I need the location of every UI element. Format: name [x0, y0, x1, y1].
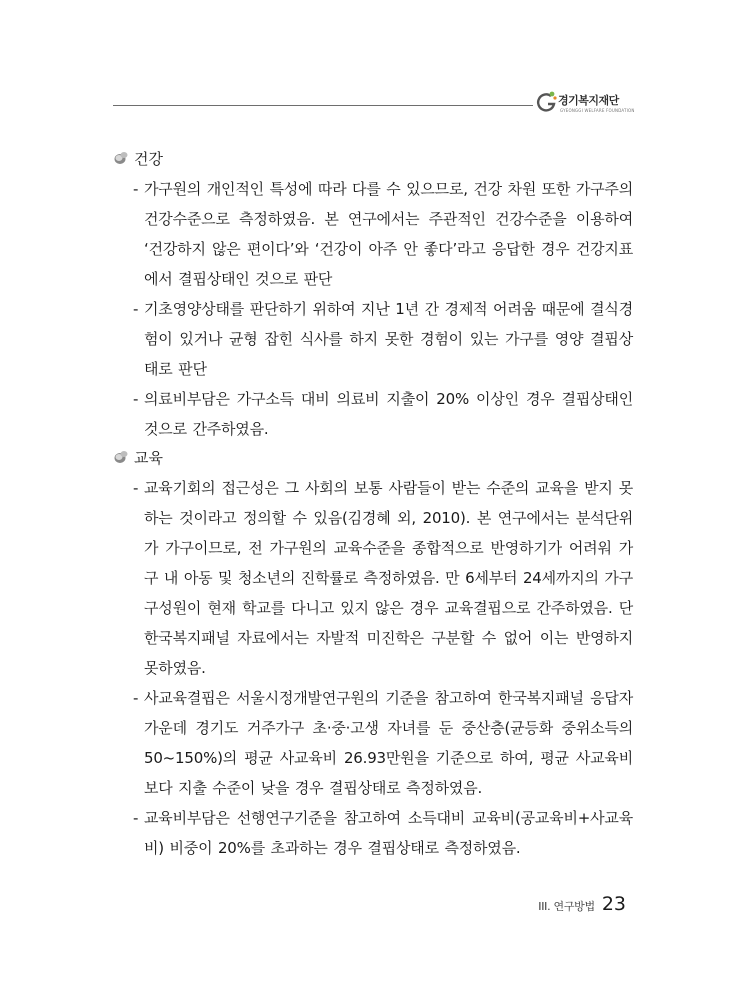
list-item: [113, 294, 633, 384]
list-dash: -: [133, 479, 139, 497]
list-item-text: 가구원의 개인적인 특성에 따라 다를 수 있으므로, 건강 차원 또한 가구주의 건강수준으로 측정하였음. 본 연구에서는 주관적인 건강수준을 이용하여 ‘건강하지 않은 편이다’와 ‘건강이 아주 안 좋다’라고 응답한 경우 건강지표에서 결핍상태인 것으로 판단: [144, 180, 633, 288]
section-health: [113, 148, 633, 444]
list-item: [113, 683, 633, 803]
section-education: [113, 447, 633, 863]
list-item: [113, 174, 633, 294]
list-dash: -: [133, 809, 139, 827]
section-title: [113, 148, 633, 168]
page-number: 23: [601, 893, 626, 915]
section-bullet-icon: [113, 150, 129, 166]
chapter-label: III. 연구방법: [538, 900, 595, 913]
foundation-logo-icon: [536, 90, 558, 114]
section-title: [113, 447, 633, 467]
section-title-text: 교육: [134, 448, 163, 467]
list-item-text: 사교육결핍은 서울시정개발연구원의 기준을 참고하여 한국복지패널 응답자 가운데 경기도 거주가구 초·중·고생 자녀를 둔 중산층(균등화 중위소득의 50~150%)의 평균 사교육비 26.93만원을 기준으로 하여, 평균 사교육비보다 지출 수준이 낮을 경우 결핍상태로 측정하였음.: [144, 689, 633, 797]
header-rule: [113, 105, 533, 106]
page-footer: [538, 893, 626, 915]
list-dash: -: [133, 689, 139, 707]
section-bullet-icon: [113, 449, 129, 465]
list-item: [113, 473, 633, 683]
section-title-text: 건강: [134, 149, 163, 168]
list-dash: -: [133, 180, 139, 198]
list-item: [113, 384, 633, 444]
list-item-text: 교육기회의 접근성은 그 사회의 보통 사람들이 받는 수준의 교육을 받지 못하는 것이라고 정의할 수 있음(김경혜 외, 2010). 본 연구에서는 분석단위가 가구이므로, 전 가구원의 교육수준을 종합적으로 반영하기가 어려워 가구 내 아동 및 청소년의 진학률로 측정하였음. 만 6세부터 24세까지의 가구구성원이 현재 학교를 다니고 있지 않은 경우 교육결핍으로 간주하였음. 단 한국복지패널 자료에서는 자발적 미진학은 구분할 수 없어 이는 반영하지 못하였음.: [144, 479, 633, 677]
org-subtitle: GYEONGGI WELFARE FOUNDATION: [560, 108, 635, 113]
list-dash: -: [133, 300, 139, 318]
list-item-text: 교육비부담은 선행연구기준을 참고하여 소득대비 교육비(공교육비+사교육비) 비중이 20%를 초과하는 경우 결핍상태로 측정하였음.: [144, 809, 633, 857]
org-name: 경기복지재단: [558, 94, 619, 107]
list-item: [113, 803, 633, 863]
org-logo: [536, 88, 646, 118]
list-dash: -: [133, 390, 139, 408]
list-item-text: 의료비부담은 가구소득 대비 의료비 지출이 20% 이상인 경우 결핍상태인 것으로 간주하였음.: [144, 390, 633, 438]
list-item-text: 기초영양상태를 판단하기 위하여 지난 1년 간 경제적 어려움 때문에 결식경험이 있거나 균형 잡힌 식사를 하지 못한 경험이 있는 가구를 영양 결핍상태로 판단: [144, 300, 633, 378]
